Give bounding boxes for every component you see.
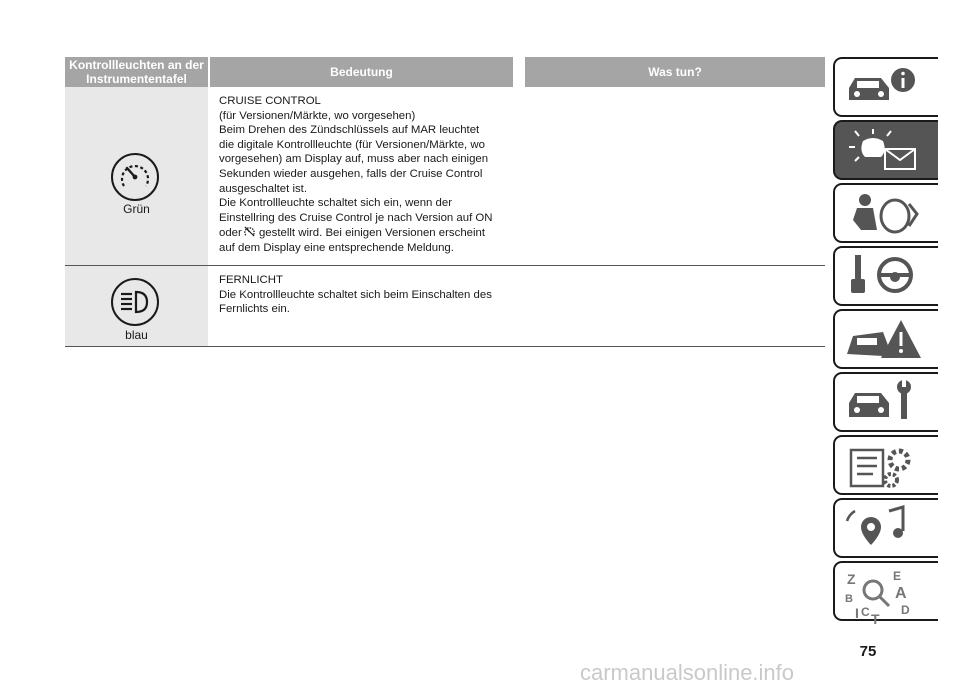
desc-line: ausgeschaltet ist. bbox=[219, 182, 308, 195]
desc-line: die digitale Kontrollleuchte (für Versionen/Märkte, wo bbox=[219, 138, 485, 151]
specifications-gear-icon bbox=[843, 442, 923, 490]
desc-line: CRUISE CONTROL bbox=[219, 95, 321, 107]
desc-line: FERNLICHT bbox=[219, 274, 283, 286]
desc-line-with-icon bbox=[219, 225, 519, 241]
svg-text:I: I bbox=[855, 605, 859, 621]
tab-index[interactable] bbox=[833, 561, 938, 624]
svg-text:D: D bbox=[901, 603, 910, 617]
watermark: carmanualsonline.info bbox=[580, 660, 795, 685]
color-label-green: Grün bbox=[123, 202, 150, 216]
high-beam-icon bbox=[111, 278, 159, 326]
tab-specifications[interactable] bbox=[833, 435, 938, 495]
cruise-control-icon bbox=[111, 153, 159, 201]
table-row-cruise-control bbox=[65, 87, 825, 266]
tab-safety[interactable] bbox=[833, 183, 938, 243]
high-beam-description bbox=[219, 273, 519, 317]
header-warning-lights: Kontrollleuchten an der Instrumententafel bbox=[65, 57, 208, 87]
desc-line: Sekunden wieder ausgehen, falls der Cruise Control bbox=[219, 167, 483, 180]
table-row-high-beam bbox=[65, 266, 825, 347]
desc-line: Fernlichts ein. bbox=[219, 303, 290, 316]
desc-text: gestellt wird. Bei einigen Versionen erscheint bbox=[255, 227, 486, 240]
desc-text: oder bbox=[219, 227, 242, 240]
icon-cell bbox=[65, 87, 208, 265]
desc-line: Beim Drehen des Zündschlüssels auf MAR leuchtet bbox=[219, 124, 480, 137]
car-wrench-icon bbox=[843, 379, 923, 427]
icon-cell bbox=[65, 266, 208, 346]
alphabetical-index-icon bbox=[843, 568, 923, 624]
cruise-control-inline-icon bbox=[243, 225, 256, 238]
warning-light-message-icon bbox=[843, 127, 923, 175]
svg-text:C: C bbox=[861, 605, 870, 619]
airbag-safety-icon bbox=[843, 190, 923, 238]
multimedia-icon bbox=[843, 505, 923, 553]
header-meaning: Bedeutung bbox=[210, 57, 513, 87]
tab-emergency[interactable] bbox=[833, 309, 938, 369]
color-label-blue: blau bbox=[125, 328, 148, 342]
header-what-to-do: Was tun? bbox=[525, 57, 825, 87]
svg-text:Z: Z bbox=[847, 571, 856, 587]
svg-text:E: E bbox=[893, 569, 902, 583]
tab-multimedia[interactable] bbox=[833, 498, 938, 558]
svg-text:B: B bbox=[845, 593, 853, 605]
tab-starting-driving[interactable] bbox=[833, 246, 938, 306]
tab-maintenance[interactable] bbox=[833, 372, 938, 432]
desc-line: vorgesehen) am Display auf, muss aber nach einigen bbox=[219, 153, 489, 166]
desc-line: auf dem Display eine entsprechende Meldung. bbox=[219, 241, 454, 254]
desc-line: Die Kontrollleuchte schaltet sich beim Einschalten des bbox=[219, 288, 492, 301]
cruise-control-description bbox=[219, 94, 519, 256]
car-info-icon bbox=[843, 64, 923, 112]
car-emergency-icon bbox=[843, 316, 923, 364]
key-steering-wheel-icon bbox=[843, 253, 923, 301]
desc-line: Die Kontrollleuchte schaltet sich ein, wenn der bbox=[219, 197, 453, 210]
desc-line: (für Versionen/Märkte, wo vorgesehen) bbox=[219, 109, 416, 122]
tab-warning-lights[interactable] bbox=[833, 120, 938, 180]
page-number: 75 bbox=[859, 643, 877, 660]
svg-text:T: T bbox=[871, 611, 880, 624]
tab-car-info[interactable] bbox=[833, 57, 938, 117]
desc-line: Einstellring des Cruise Control je nach Version auf ON bbox=[219, 211, 493, 224]
svg-text:A: A bbox=[895, 585, 907, 602]
